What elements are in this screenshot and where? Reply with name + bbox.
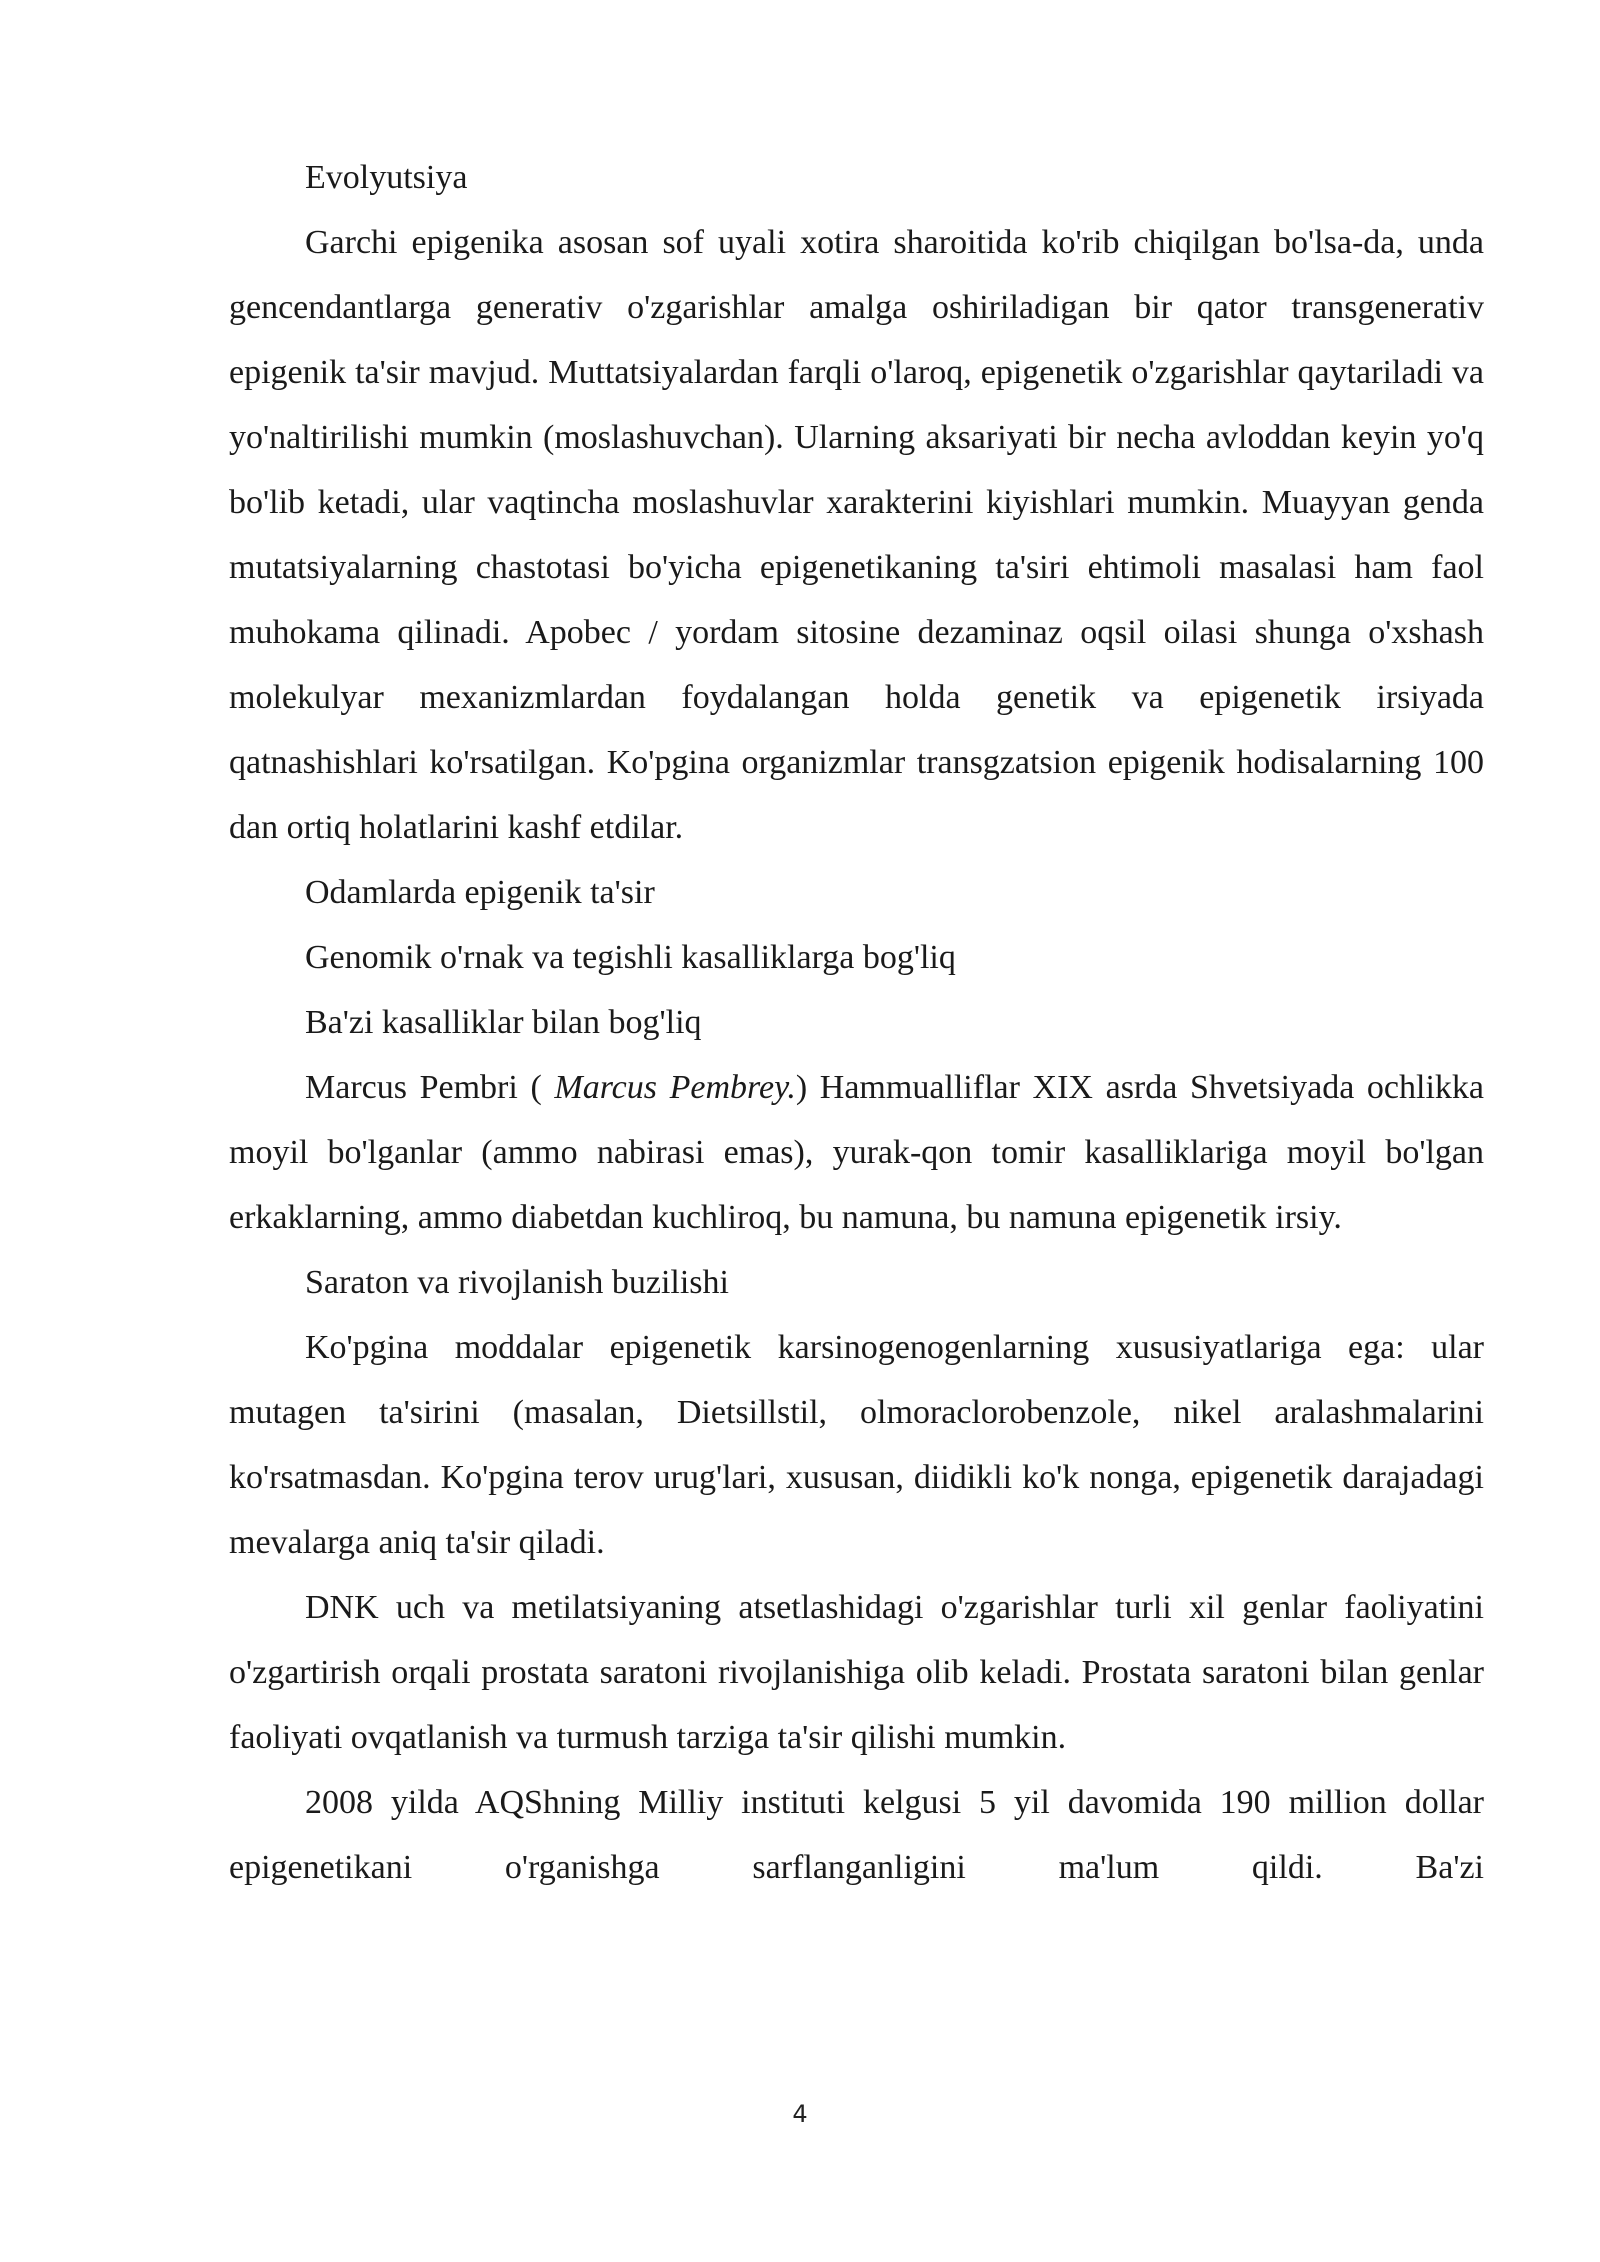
paragraph-pembrey: [229, 1055, 1484, 1250]
page-number: 4: [792, 2100, 808, 2128]
section-heading-cancer: Saraton va rivojlanish buzilishi: [305, 1264, 729, 1301]
pembrey-text-before: Marcus Pembri (: [305, 1069, 555, 1106]
section-heading-human-epigenetic: Odamlarda epigenik ta'sir: [305, 874, 655, 911]
paragraph-evolution-body: Garchi epigenika asosan sof uyali xotira sharoitida ko'rib chiqilgan bo'lsa-da, unda gencendantlarga generativ o'zgarishlar amalga oshiriladigan bir qator transgenerativ epigenik ta'sir mavjud. Muttatsiyalardan farqli o'laroq, epigenetik o'zgarishlar qaytariladi va yo'naltirilishi mumkin (moslashuvchan). Ularning aksariyati bir necha avloddan keyin yo'q bo'lib ketadi, ular vaqtincha moslashuvlar xarakterini kiyishlari mumkin. Muayyan genda mutatsiyalarning chastotasi bo'yicha epigenetikaning ta'siri ehtimoli masalasi ham faol muhokama qilinadi. Apobec / yordam sitosine dezaminaz oqsil oilasi shunga o'xshash molekulyar mexanizmlardan foydalangan holda genetik va epigenetik irsiyada qatnashishlari ko'rsatilgan. Ko'pgina organizmlar transgzatsion epigenik hodisalarning 100 dan ortiq holatlarini kashf etdilar.: [229, 224, 1484, 846]
section-heading-some-diseases: Ba'zi kasalliklar bilan bog'liq: [305, 1004, 702, 1041]
paragraph-carcinogens: Ko'pgina moddalar epigenetik karsinogenogenlarning xususiyatlariga ega: ular mutagen ta'sirini (masalan, Dietsillstil, olmoraclorobenzole, nikel aralashmalarini ko'rsatmasdan. Ko'pgina terov urug'lari, xususan, diidikli ko'k nonga, epigenetik darajadagi mevalarga aniq ta'sir qiladi.: [229, 1329, 1484, 1561]
pembrey-italic-name: Marcus Pembrey.: [554, 1069, 796, 1106]
section-heading-evolyutsiya: Evolyutsiya: [305, 159, 468, 196]
paragraph-prostate-cancer: DNK uch va metilatsiyaning atsetlashidagi o'zgarishlar turli xil genlar faoliyatini o'zgartirish orqali prostata saratoni rivojlanishiga olib keladi. Prostata saratoni bilan genlar faoliyati ovqatlanish va turmush tarziga ta'sir qilishi mumkin.: [229, 1589, 1484, 1756]
paragraph-funding: 2008 yilda AQShning Milliy instituti kelgusi 5 yil davomida 190 million dollar epigenetikani o'rganishga sarflanganligini ma'lum qildi. Ba'zi: [229, 1784, 1484, 1886]
pembrey-text-after: ) Hammualliflar XIX asrda Shvetsiyada ochlikka moyil bo'lganlar (ammo nabirasi emas), yurak-qon tomir kasalliklariga moyil bo'lgan erkaklarning, ammo diabetdan kuchliroq, bu namuna, bu namuna epigenetik irsiy.: [229, 1069, 1484, 1236]
document-page: [229, 145, 1484, 1900]
section-heading-genomic-imprinting: Genomik o'rnak va tegishli kasalliklarga bog'liq: [305, 939, 956, 976]
